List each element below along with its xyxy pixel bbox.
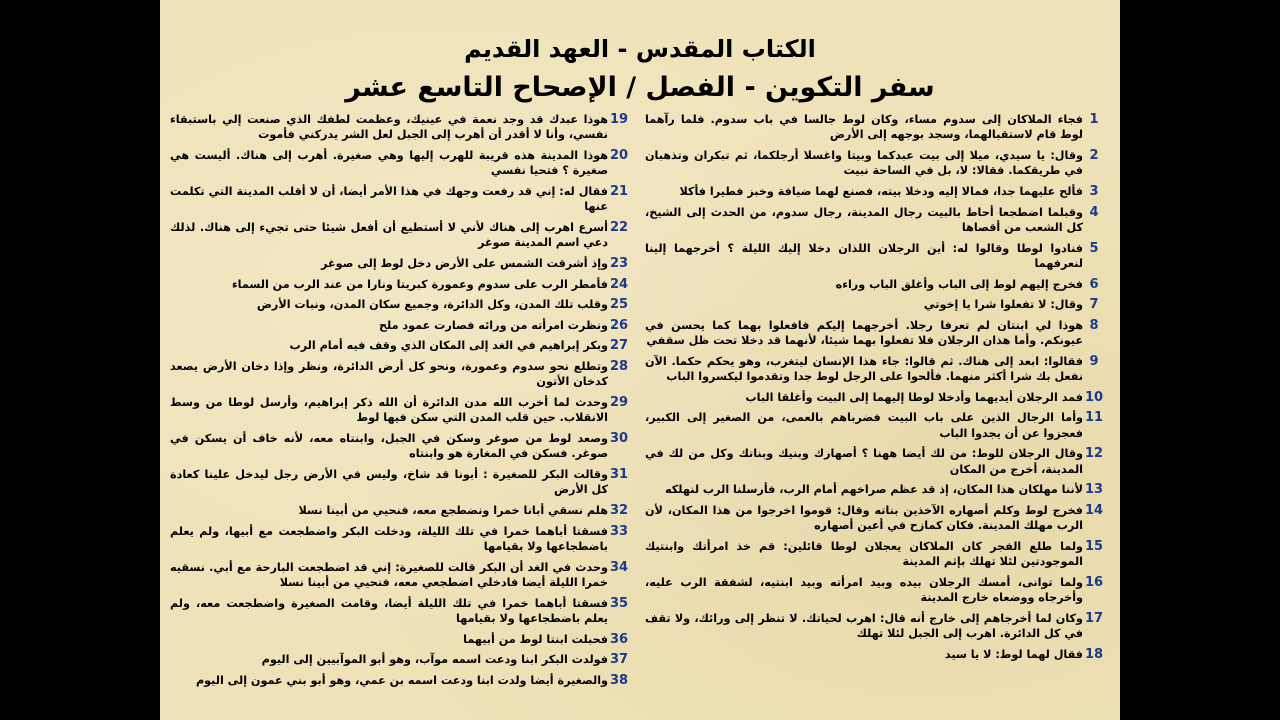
verse-row: [645, 354, 1105, 385]
verse-number: 16: [1084, 574, 1104, 590]
verse-row: [645, 503, 1105, 534]
verse-number: 34: [609, 559, 629, 575]
verse-row: [645, 112, 1105, 143]
verse-text: لأننا مهلكان هذا المكان، إذ قد عظم صراخهم أمام الرب، فأرسلنا الرب لنهلكه: [665, 483, 1083, 497]
verse-text: وحدث في الغد أن البكر قالت للصغيرة: إني قد اضطجعت البارحة مع أبي. نسقيه خمرا الليلة أيضا فادخلي اضطجعي معه، فنحيي من أبينا نسلا: [170, 560, 608, 589]
verse-number: 38: [609, 672, 629, 688]
verse-row: [645, 575, 1105, 606]
verse-number: 18: [1084, 646, 1104, 662]
verse-text: وقال: لا تفعلوا شرا يا إخوتي: [923, 298, 1083, 312]
verse-text: فنادوا لوطا وقالوا له: أين الرجلان اللذان دخلا إليك الليلة ؟ أخرجهما إلينا لنعرفهما: [645, 241, 1083, 270]
verse-row: [170, 220, 630, 251]
verse-row: [645, 539, 1105, 570]
verse-row: [645, 277, 1105, 292]
verse-number: 32: [609, 502, 629, 518]
verse-text: وقلب تلك المدن، وكل الدائرة، وجميع سكان المدن، ونبات الأرض: [256, 298, 608, 312]
verse-number: 10: [1084, 389, 1104, 405]
verse-number: 8: [1089, 317, 1099, 333]
verse-text: هلم نسقي أبانا خمرا ونضطجع معه، فنحيي من أبينا نسلا: [298, 503, 608, 517]
verse-text: وإذ أشرقت الشمس على الأرض دخل لوط إلى صوغر: [321, 257, 608, 270]
verse-text: فولدت البكر ابنا ودعت اسمه موآب، وهو أبو الموآبيين إلى اليوم: [261, 653, 608, 667]
verse-row: [170, 652, 630, 667]
verse-number: 6: [1089, 276, 1099, 292]
verse-row: [645, 205, 1105, 236]
verse-number: 36: [609, 631, 629, 647]
verse-number: 35: [609, 595, 629, 611]
verse-text: فقال له: إني قد رفعت وجهك في هذا الأمر أيضا، أن لا أقلب المدينة التي تكلمت عنها: [170, 185, 608, 214]
verse-number: 28: [609, 358, 629, 374]
verse-row: [170, 184, 630, 215]
verse-number: 22: [609, 220, 629, 235]
verse-row: [645, 410, 1105, 441]
verse-text: وأما الرجال الذين على باب البيت فضرباهم بالعمى، من الصغير إلى الكبير، فعجزوا عن أن يجدوا الباب: [645, 411, 1083, 440]
verse-number: 26: [609, 317, 629, 333]
verse-row: [170, 560, 630, 591]
verse-number: 14: [1084, 502, 1104, 518]
verse-row: [645, 482, 1105, 497]
verse-number: 19: [609, 112, 629, 127]
verse-number: 21: [609, 184, 629, 199]
verse-row: [170, 148, 630, 179]
verse-text: فحبلت ابنتا لوط من أبيهما: [463, 632, 608, 646]
verse-text: فألح عليهما جدا، فمالا إليه ودخلا بيته، فصنع لهما ضيافة وخبز فطيرا فأكلا: [679, 185, 1083, 198]
verse-row: [170, 524, 630, 555]
verse-text: فجاء الملاكان إلى سدوم مساء، وكان لوط جالسا في باب سدوم. فلما رآهما لوط قام لاستقبالهما، وسجد بوجهه إلى الأرض: [645, 113, 1083, 142]
verse-row: [170, 112, 630, 143]
verse-number: 29: [609, 394, 629, 410]
verse-text: وقال: يا سيدي، ميلا إلى بيت عبدكما وبيتا واغسلا أرجلكما، ثم تبكران وتذهبان في طريقكما. فقالا: لا، بل في الساحة نبيت: [645, 149, 1083, 178]
verse-row: [645, 241, 1105, 272]
verse-row: [645, 318, 1105, 349]
verse-number: 4: [1089, 204, 1099, 220]
verse-number: 9: [1089, 353, 1099, 369]
verse-text: هوذا عبدك قد وجد نعمة في عينيك، وعظمت لطفك الذي صنعت إلي باستبقاء نفسي، وأنا لا أقدر أن أهرب إلى الجبل لعل الشر يدركني فأموت: [170, 113, 608, 142]
verse-row: [645, 611, 1105, 642]
verse-row: [645, 390, 1105, 405]
verse-text: وبكر إبراهيم في الغد إلى المكان الذي وقف فيه أمام الرب: [289, 339, 608, 353]
verse-text: ولما توانى، أمسك الرجلان بيده وبيد امرأته وبيد ابنتيه، لشفقة الرب عليه، وأخرجاه ووضعاه خارج المدينة: [645, 575, 1083, 605]
slide-page: [160, 0, 1120, 720]
verse-number: 3: [1089, 184, 1099, 199]
verse-text: وكان لما أخرجاهم إلى خارج أنه قال: اهرب لحياتك. لا تنظر إلى ورائك، ولا تقف في كل الدائرة. اهرب إلى الجبل لئلا تهلك: [645, 611, 1083, 641]
verse-text: وتطلع نحو سدوم وعمورة، ونحو كل أرض الدائرة، ونظر وإذا دخان الأرض يصعد كدخان الأتون: [170, 359, 608, 389]
verse-text: فسقتا أباهما خمرا في تلك الليلة أيضا، وقامت الصغيرة واضطجعت معه، ولم يعلم باضطجاعها ولا بقيامها: [170, 596, 608, 625]
verse-row: [645, 446, 1105, 477]
verse-text: فقال لهما لوط: لا يا سيد: [944, 647, 1083, 661]
verse-number: 1: [1089, 112, 1099, 127]
verse-row: [170, 277, 630, 292]
verse-number: 25: [609, 297, 629, 313]
verse-text: وحدث لما أخرب الله مدن الدائرة أن الله ذكر إبراهيم، وأرسل لوطا من وسط الانقلاب. حين قلب المدن التي سكن فيها لوط: [170, 395, 608, 425]
verse-text: أسرع اهرب إلى هناك لأني لا أستطيع أن أفعل شيئا حتى تجيء إلى هناك. لذلك دعي اسم المدينة صوغر: [170, 221, 608, 250]
verse-number: 17: [1084, 610, 1104, 626]
verse-text: والصغيرة أيضا ولدت ابنا ودعت اسمه بن عمي، وهو أبو بني عمون إلى اليوم: [195, 673, 608, 687]
verse-row: [170, 256, 630, 271]
verse-row: [170, 338, 630, 353]
verse-row: [645, 148, 1105, 179]
verse-number: 30: [609, 430, 629, 446]
verse-text: فأمطر الرب على سدوم وعمورة كبريتا ونارا من عند الرب من السماء: [231, 277, 608, 291]
verse-text: وقبلما اضطجعا أحاط بالبيت رجال المدينة، رجال سدوم، من الحدث إلى الشيخ، كل الشعب من أقصاها: [645, 205, 1083, 234]
verse-number: 13: [1084, 482, 1104, 498]
verse-text: فخرج إليهم لوط إلى الباب وأغلق الباب وراءه: [835, 277, 1083, 291]
verse-text: فسقتا أباهما خمرا في تلك الليلة، ودخلت البكر واضطجعت مع أبيها، ولم يعلم باضطجاعها ولا بقيامها: [170, 524, 608, 553]
verse-number: 20: [609, 148, 629, 163]
verse-text: فقالوا: ابعد إلى هناك. ثم قالوا: جاء هذا الإنسان ليتغرب، وهو يحكم حكما. الآن نفعل بك شرا أكثر منهما. فألحوا على الرجل لوط جدا وتقدموا ليكسروا الباب: [645, 354, 1083, 384]
verse-number: 7: [1089, 297, 1099, 313]
verse-row: [170, 467, 630, 498]
verse-number: 15: [1084, 538, 1104, 554]
verse-row: [170, 359, 630, 390]
verse-number: 27: [609, 338, 629, 354]
verse-row: [170, 297, 630, 312]
verse-row: [645, 297, 1105, 312]
verse-text: ونظرت امرأته من ورائه فصارت عمود ملح: [378, 318, 608, 332]
verse-number: 23: [609, 256, 629, 271]
verse-text: وقال الرجلان للوط: من لك أيضا ههنا ؟ أصهارك وبنيك وبناتك وكل من لك في المدينة، أخرج من المكان: [645, 447, 1083, 476]
right-column: [645, 112, 1105, 668]
verse-row: [170, 503, 630, 518]
page-subtitle: سفر التكوين - الفصل / الإصحاح التاسع عشر: [345, 72, 935, 103]
verse-row: [170, 318, 630, 333]
verse-text: وقالت البكر للصغيرة : أبونا قد شاخ، وليس في الأرض رجل ليدخل علينا كعادة كل الأرض: [170, 467, 608, 497]
verse-number: 11: [1084, 410, 1104, 426]
verse-row: [645, 647, 1105, 662]
verse-text: فخرج لوط وكلم أصهاره الآخذين بناته وقال: قوموا اخرجوا من هذا المكان، لأن الرب مهلك المدينة. فكان كمازح في أعين أصهاره: [645, 503, 1083, 533]
verse-row: [170, 431, 630, 462]
verse-number: 33: [609, 523, 629, 539]
verse-row: [170, 673, 630, 688]
verse-number: 24: [609, 276, 629, 292]
verse-row: [645, 184, 1105, 199]
verse-row: [170, 395, 630, 426]
verse-row: [170, 596, 630, 627]
verse-number: 12: [1084, 446, 1104, 462]
verse-text: هوذا لي ابنتان لم تعرفا رجلا. أخرجهما إليكم فافعلوا بهما كما يحسن في عيونكم. وأما هذان الرجلان فلا تفعلوا بهما شيئا، لأنهما قد دخلا تحت ظل سقفي: [645, 318, 1083, 348]
verse-text: فمد الرجلان أيديهما وأدخلا لوطا إليهما إلى البيت وأغلقا الباب: [745, 390, 1083, 404]
verse-number: 31: [609, 466, 629, 482]
left-column: [170, 112, 630, 693]
verse-text: وصعد لوط من صوغر وسكن في الجبل، وابنتاه معه، لأنه خاف أن يسكن في صوغر. فسكن في المغارة هو وابنتاه: [170, 431, 608, 461]
verse-text: هوذا المدينة هذه قريبة للهرب إليها وهي صغيرة. أهرب إلى هناك. أليست هي صغيرة ؟ فتحيا نفسي: [170, 149, 608, 178]
verse-number: 2: [1089, 148, 1099, 163]
verse-number: 5: [1089, 240, 1099, 256]
verse-row: [170, 632, 630, 647]
page-title: الكتاب المقدس - العهد القديم: [464, 35, 816, 63]
verse-number: 37: [609, 652, 629, 668]
verse-text: ولما طلع الفجر كان الملاكان يعجلان لوطا قائلين: قم خذ امرأتك وابنتيك الموجودتين لئلا تهلك بإثم المدينة: [645, 539, 1083, 569]
